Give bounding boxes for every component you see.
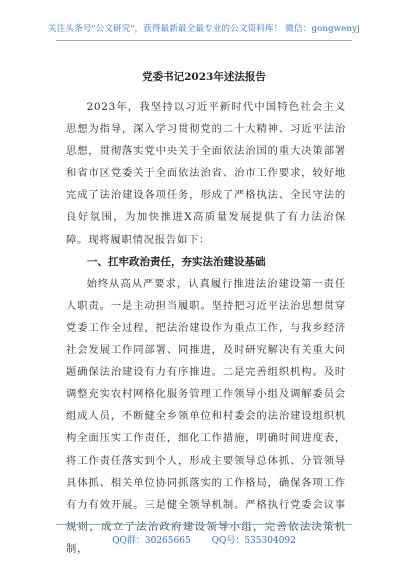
footer-divider — [56, 524, 352, 525]
footer-contacts — [0, 533, 408, 546]
document-title: 党委书记2023年述法报告 — [142, 71, 266, 83]
section-paragraph: 始终从高从严要求，认真履行推进法治建设第一责任人职责。一是主动担当履职。坚持把习近平法治思想贯穿党委工作全过程，把法治建设作为重点工作，与我乡经济社会发展工作同部署、同推进，及时研究解决有关重大问题确保法治建设有力有序推进。二是完善组织机构。及时调整充实农村网格化服务管理工作领导小组及调解委员会组成人员，不断健全乡领单位和村委会的法治建设组织机构全面压实工作责任，细化工作措施，明确时间进度表，将工作责任落实到个人，形成主要领导总体抓、分管领导具体抓、相关单位协同抓落实的工作格局，确保各项工作有力有效开展。三是健全领导机制。严格执行党委会议事规则，成立了法治政府建设领导小组，完善依法决策机制， — [66, 277, 346, 555]
section-heading: 一、扛牢政治责任，夯实法治建设基础 — [87, 255, 266, 268]
intro-paragraph: 2023年，我坚持以习近平新时代中国特色社会主义思想为指导，深入学习贯彻党的二十大精神、习近平法治思想，贯彻落实党中央关于全面依法治国的重大决策部署和省市区党委关于全面依法治省、治市工作要求，较好地完成了法治建设各项任务，形成了严格执法、全民守法的良好氛围，为加快推进X高质量发展提供了有力法治保障。现将履职情况报告如下： — [66, 101, 346, 246]
document-body — [66, 96, 346, 560]
footer-qq-group: QQ群：30265665 — [112, 536, 191, 546]
header-divider — [56, 40, 352, 41]
footer-qq-number: QQ号：535304092 — [211, 536, 296, 546]
header-banner: 关注头条号"公文研究"，获得最新最全最专业的公文资料库！ 微信：gongwenyj — [48, 24, 360, 34]
